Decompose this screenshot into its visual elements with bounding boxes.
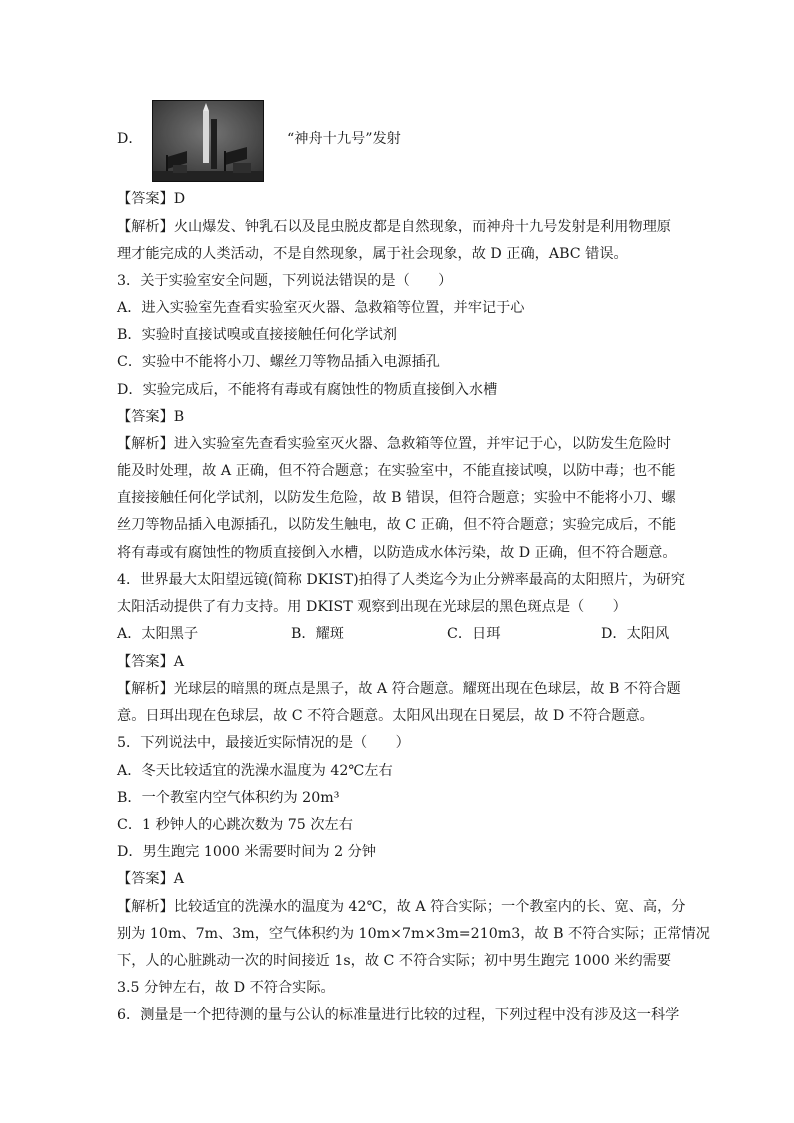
q4-analysis-line: 【解析】光球层的暗黑的斑点是黑子，故 A 符合题意。耀斑出现在色球层，故 B 不符合题 bbox=[117, 681, 681, 697]
q5-analysis-line: 【解析】比较适宜的洗澡水的温度为 42℃，故 A 符合实际；一个教室内的长、宽、高，分 bbox=[117, 899, 686, 915]
q3-stem: 3．关于实验室安全问题，下列说法错误的是（ ） bbox=[117, 273, 453, 289]
q3-option-b: B．实验时直接试嗅或直接接触任何化学试剂 bbox=[117, 327, 397, 343]
q5-option-b: B．一个教室内空气体积约为 20m³ bbox=[117, 790, 340, 806]
q3-option-c: C．实验中不能将小刀、螺丝刀等物品插入电源插孔 bbox=[117, 354, 440, 370]
q2-option-d-caption: “神舟十九号”发射 bbox=[287, 131, 401, 147]
q5-analysis-line: 3.5 分钟左右，故 D 不符合实际。 bbox=[117, 980, 335, 996]
q4-answer: 【答案】A bbox=[117, 654, 184, 670]
q5-option-d: D．男生跑完 1000 米需要时间为 2 分钟 bbox=[117, 844, 376, 860]
q4-option-a: A．太阳黑子 bbox=[117, 626, 199, 642]
q4-stem-line: 太阳活动提供了有力支持。用 DKIST 观察到出现在光球层的黑色斑点是（ ） bbox=[117, 599, 627, 615]
q5-analysis-line: 下，人的心脏跳动一次的时间接近 1s，故 C 不符合实际；初中男生跑完 1000 米约需要 bbox=[117, 953, 672, 969]
q4-option-d: D．太阳风 bbox=[601, 626, 670, 642]
q3-analysis-line: 【解析】进入实验室先查看实验室灭火器、急救箱等位置，并牢记于心，以防发生危险时 bbox=[117, 436, 671, 452]
q4-stem-line: 4．世界最大太阳望远镜(简称 DKIST)拍得了人类迄今为止分辨率最高的太阳照片，为研究 bbox=[117, 572, 685, 588]
q4-analysis-line: 意。日珥出现在色球层，故 C 不符合题意。太阳风出现在日冕层，故 D 不符合题意。 bbox=[117, 708, 654, 724]
q3-analysis-line: 能及时处理，故 A 正确，但不符合题意；在实验室中，不能直接试嗅，以防中毒；也不能 bbox=[117, 463, 676, 479]
q4-option-c: C．日珥 bbox=[447, 626, 501, 642]
rocket-launch-photo bbox=[152, 100, 264, 182]
q5-option-c: C．1 秒钟人的心跳次数为 75 次左右 bbox=[117, 817, 353, 833]
q2-answer: 【答案】D bbox=[117, 191, 186, 207]
q5-analysis-line: 别为 10m、7m、3m，空气体积约为 10m×7m×3m=210m3，故 B 不符合实际；正常情况 bbox=[117, 926, 710, 942]
q3-analysis-line: 直接接触任何化学试剂，以防发生危险，故 B 错误，但符合题意；实验中不能将小刀、螺 bbox=[117, 490, 676, 506]
q2-analysis-line: 【解析】火山爆发、钟乳石以及昆虫脱皮都是自然现象，而神舟十九号发射是利用物理原 bbox=[117, 219, 671, 235]
q3-answer: 【答案】B bbox=[117, 409, 185, 425]
q3-option-d: D．实验完成后，不能将有毒或有腐蚀性的物质直接倒入水槽 bbox=[117, 382, 498, 398]
q4-options-row bbox=[117, 624, 671, 644]
q6-stem: 6．测量是一个把待测的量与公认的标准量进行比较的过程，下列过程中没有涉及这一科学 bbox=[117, 1007, 680, 1023]
q3-analysis-line: 丝刀等物品插入电源插孔，以防发生触电，故 C 正确，但不符合题意；实验完成后，不能 bbox=[117, 517, 677, 533]
q5-answer: 【答案】A bbox=[117, 871, 184, 887]
rocket-launch-image bbox=[153, 101, 263, 181]
q5-stem: 5．下列说法中，最接近实际情况的是（ ） bbox=[117, 735, 410, 751]
q2-option-d-label: D． bbox=[117, 131, 143, 147]
q4-option-b: B．耀斑 bbox=[291, 626, 344, 642]
q3-option-a: A．进入实验室先查看实验室灭火器、急救箱等位置，并牢记于心 bbox=[117, 300, 525, 316]
q3-analysis-line: 将有毒或有腐蚀性的物质直接倒入水槽，以防造成水体污染，故 D 正确，但不符合题意。 bbox=[117, 545, 677, 561]
q5-option-a: A．冬天比较适宜的洗澡水温度为 42℃左右 bbox=[117, 763, 393, 779]
q2-analysis-line: 理才能完成的人类活动，不是自然现象，属于社会现象，故 D 正确，ABC 错误。 bbox=[117, 246, 628, 262]
